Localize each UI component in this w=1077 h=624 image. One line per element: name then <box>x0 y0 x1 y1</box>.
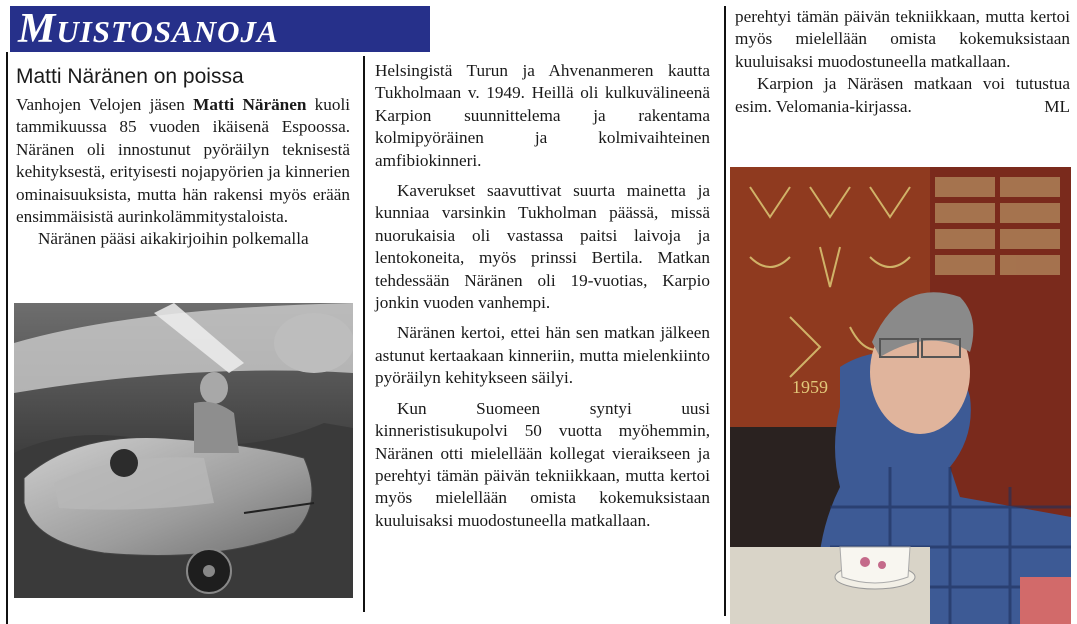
col3-paragraph-2 <box>735 73 1070 118</box>
section-title-rest: UISTOSANOJA <box>56 14 279 49</box>
author-signature: ML <box>1044 96 1070 116</box>
col2-paragraph-3: Näränen kertoi, ettei hän sen matkan jälkeen astunut kertaakaan kinneriin, mutta mielenkiinto pyöräilyn kehitykseen säilyi. <box>375 323 710 388</box>
col3-paragraph-1: perehtyi tämän päivän tekniikkaan, mutta kertoi myös mielellään omista kokemuksistaan kuuluisaksi muodostuneella matkallaan. <box>735 7 1070 71</box>
article-column-1 <box>16 94 350 251</box>
col3-p2-text: Karpion ja Näräsen matkaan voi tutustua esim. Velomania-kirjassa. <box>735 74 1070 116</box>
tapestry-year: 1959 <box>792 377 828 397</box>
column-rule-right <box>724 6 726 616</box>
article-headline: Matti Näränen on poissa <box>16 65 244 88</box>
person-name-bold: Matti Näränen <box>193 95 307 114</box>
column-rule-middle <box>363 56 365 612</box>
article-column-3 <box>735 6 1070 118</box>
portrait-image <box>730 167 1071 624</box>
col1-p1-rest: kuoli tammikuussa 85 vuoden ikäisenä Espoossa. Näränen oli innostunut pyöräilyn teknisestä kehityksestä, erityisesti nojapyörien ja kinnerien ominaisuuksista, mutta hän rakensi myös erään ensimmäisistä aurinkolämmitystaloista. <box>16 95 350 227</box>
historical-kinneri-image <box>14 303 353 598</box>
column-rule-left <box>6 52 8 624</box>
article-column-2 <box>375 60 710 532</box>
col2-paragraph-1: Helsingistä Turun ja Ahvenanmeren kautta Tukholmaan v. 1949. Heillä oli kulkuvälineenä Karpion suunnittelema ja rakentama kolmipyöräinen ja kolmivaihteinen amfibiokinneri. <box>375 61 710 170</box>
historical-kinneri-photo <box>14 303 353 598</box>
col1-p1-lead: Vanhojen Velojen jäsen <box>16 95 194 114</box>
col1-paragraph-1 <box>16 94 350 228</box>
section-banner <box>10 6 430 52</box>
col1-paragraph-2: Näränen pääsi aikakirjoihin polkemalla <box>38 229 309 249</box>
section-title-initial: M <box>18 6 57 52</box>
col2-paragraph-2: Kaverukset saavuttivat suurta mainetta ja kunniaa varsinkin Tukholman päässä, missä nuorukaisia oli vastassa paitsi laivoja ja lentokoneita, myös prinssi Bertila. Matkan tehdessään Näränen oli 19-vuotias, Karpio jonkin vuoden vanhempi. <box>375 181 710 313</box>
portrait-photo <box>730 167 1071 624</box>
col2-paragraph-4: Kun Suomeen syntyi uusi kinneristisukupolvi 50 vuotta myöhemmin, Näränen otti mielellään kollegat vieraikseen ja perehtyi tämän päivän tekniikkaan, mutta kertoi myös mielellään omista kokemuksistaan kuuluisaksi muodostuneella matkallaan. <box>375 398 710 530</box>
